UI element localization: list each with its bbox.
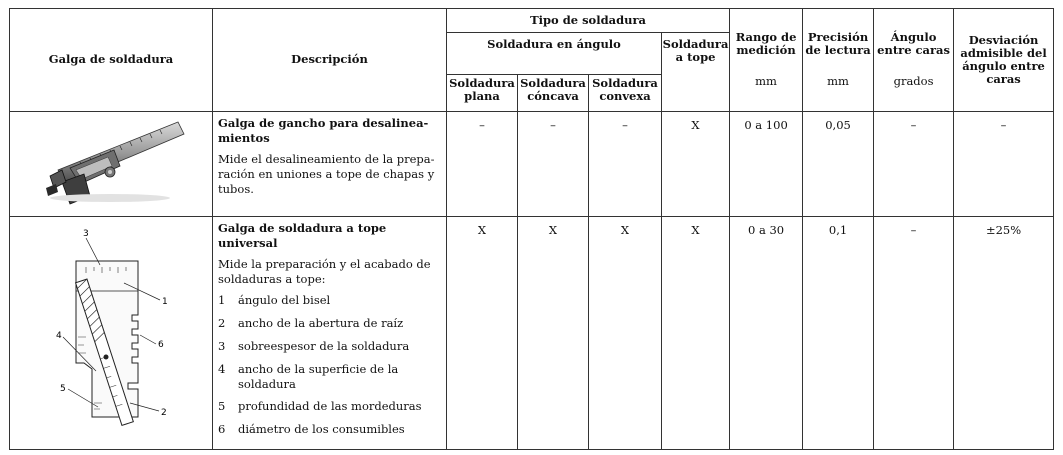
figure-label-4: 4: [56, 331, 62, 341]
header-row-1: [10, 9, 1054, 33]
header-precision: Precisión de lectura: [803, 9, 874, 75]
list-item-number: 5: [218, 399, 226, 414]
list-item-number: 4: [218, 361, 226, 376]
list-item-number: 6: [218, 422, 226, 437]
table-row: [10, 112, 1054, 217]
gauge-title: Galga de gancho para desalinea-mientos: [218, 116, 429, 145]
header-descripcion: Descripción: [213, 9, 447, 112]
figure-label-1: 1: [162, 297, 168, 307]
list-item: [218, 399, 440, 414]
list-item-number: 3: [218, 338, 226, 353]
cell-rango: 0 a 30: [730, 217, 803, 450]
header-convexa: Soldadura convexa: [589, 75, 662, 112]
gauge-description: Mide el desalineamiento de la prepa-ración en uniones a tope de chapas y tubos.: [218, 151, 435, 196]
figure-label-6: 6: [158, 340, 164, 350]
unit-rango: mm: [730, 75, 803, 112]
universal-gauge-image-cell: [10, 217, 213, 450]
cell-rango: 0 a 100: [730, 112, 803, 217]
cell-plana: X: [447, 217, 518, 450]
list-item-text: profundidad de las mordeduras: [238, 399, 422, 414]
unit-grados: grados: [874, 75, 954, 112]
list-item-text: sobreespesor de la soldadura: [238, 338, 410, 353]
gauge-title: Galga de soldadura a tope universal: [218, 221, 387, 250]
list-item-text: ancho de la superficie de la soldadura: [238, 361, 399, 391]
list-item: [218, 339, 440, 354]
gauge-description: Mide la preparación y el acabado de soldaduras a tope:: [218, 256, 431, 286]
header-soldadura-angulo: Soldadura en ángulo: [447, 33, 662, 75]
cell-desviacion: ±25%: [954, 217, 1054, 450]
table-row: [10, 217, 1054, 450]
list-item-text: diámetro de los consumibles: [238, 422, 405, 437]
list-item: [218, 422, 440, 437]
unit-precision: mm: [803, 75, 874, 112]
cell-plana: –: [447, 112, 518, 217]
header-rango: Rango de medición: [730, 9, 803, 75]
description-cell: [213, 112, 447, 217]
figure-label-3: 3: [83, 229, 89, 239]
weld-gauge-table: [9, 8, 1054, 450]
cell-desviacion: –: [954, 112, 1054, 217]
gauge-table-wrapper: [9, 8, 1054, 450]
list-item-text: ancho de la abertura de raíz: [238, 315, 404, 330]
cell-angulo: –: [874, 217, 954, 450]
header-galga: Galga de soldadura: [10, 9, 213, 112]
header-concava: Soldadura cóncava: [518, 75, 589, 112]
header-desviacion: Desviación admisible del ángulo entre caras: [954, 9, 1054, 112]
header-soldadura-tope: Soldadura a tope: [662, 33, 730, 112]
cell-precision: 0,1: [803, 217, 874, 450]
list-item-number: 2: [218, 315, 226, 330]
list-item: [218, 293, 440, 308]
figure-label-5: 5: [60, 384, 66, 394]
header-tipo-soldadura: Tipo de soldadura: [447, 9, 730, 33]
cell-angulo: –: [874, 112, 954, 217]
misalignment-gauge-image-cell: [10, 112, 213, 217]
header-angulo-caras: Ángulo entre caras: [874, 9, 954, 75]
universal-gauge-illustration: [10, 217, 213, 446]
cell-concava: –: [518, 112, 589, 217]
measurement-list: [218, 293, 440, 438]
cell-concava: X: [518, 217, 589, 450]
cell-tope: X: [662, 217, 730, 450]
list-item-number: 1: [218, 292, 226, 307]
description-cell: [213, 217, 447, 450]
list-item: [218, 316, 440, 331]
misalignment-gauge-illustration: [10, 112, 213, 216]
cell-convexa: X: [589, 217, 662, 450]
cell-tope: X: [662, 112, 730, 217]
figure-label-2: 2: [161, 408, 167, 418]
cell-convexa: –: [589, 112, 662, 217]
cell-precision: 0,05: [803, 112, 874, 217]
list-item: [218, 362, 440, 392]
header-plana: Soldadura plana: [447, 75, 518, 112]
list-item-text: ángulo del bisel: [238, 292, 331, 307]
